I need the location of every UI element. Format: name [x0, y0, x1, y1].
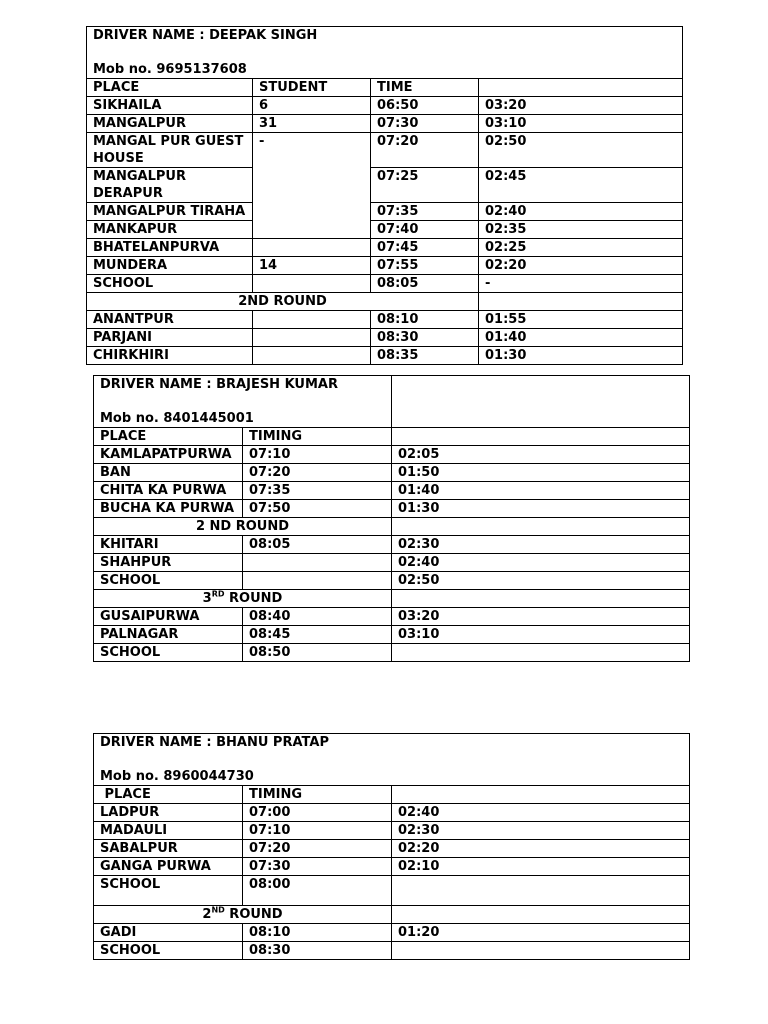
driver-header-row — [94, 734, 690, 786]
time: 07:10 — [243, 822, 392, 840]
place: BHATELANPURVA — [87, 239, 253, 257]
place: MADAULI — [94, 822, 243, 840]
place: LADPUR — [94, 804, 243, 822]
time: 08:40 — [243, 608, 392, 626]
column-header-row — [94, 786, 690, 804]
place: GADI — [94, 924, 243, 942]
place: ANANTPUR — [87, 311, 253, 329]
round-ordinal-suffix: RD — [211, 589, 225, 599]
empty-cell — [392, 518, 690, 536]
time2: 01:40 — [479, 329, 683, 347]
round-label: 2 ND ROUND — [94, 518, 392, 536]
time: 08:05 — [371, 275, 479, 293]
time2: 01:30 — [479, 347, 683, 365]
place: BUCHA KA PURWA — [94, 500, 243, 518]
empty-cell — [392, 590, 690, 608]
time: 07:00 — [243, 804, 392, 822]
table-row — [94, 804, 690, 822]
table-row — [87, 257, 683, 275]
time: 07:55 — [371, 257, 479, 275]
header-place: PLACE — [87, 79, 253, 97]
header-time2 — [479, 79, 683, 97]
student-count: 14 — [253, 257, 371, 275]
place: SCHOOL — [94, 942, 243, 960]
time2: 01:40 — [392, 482, 690, 500]
table-row — [87, 203, 683, 221]
table-row — [94, 626, 690, 644]
round-word: ROUND — [224, 591, 283, 606]
student-count: - — [253, 133, 371, 239]
time2: 02:05 — [392, 446, 690, 464]
time — [243, 554, 392, 572]
table-row — [94, 840, 690, 858]
driver-name: DRIVER NAME : BHANU PRATAP — [100, 735, 329, 750]
table-row — [94, 464, 690, 482]
place: MUNDERA — [87, 257, 253, 275]
table-row — [94, 858, 690, 876]
time2: - — [479, 275, 683, 293]
time2: 03:20 — [392, 608, 690, 626]
time: 08:10 — [243, 924, 392, 942]
place: SCHOOL — [94, 876, 243, 906]
column-header-row — [94, 428, 690, 446]
time2: 02:40 — [392, 804, 690, 822]
time2: 02:45 — [479, 168, 683, 203]
place: MANGALPUR — [87, 115, 253, 133]
time: 08:45 — [243, 626, 392, 644]
table-row — [87, 347, 683, 365]
table-row — [87, 311, 683, 329]
time2: 02:30 — [392, 536, 690, 554]
table-row — [94, 876, 690, 906]
place: MANGAL PUR GUEST HOUSE — [87, 133, 253, 168]
time: 08:50 — [243, 644, 392, 662]
driver-info-cell — [87, 27, 683, 79]
student-count — [253, 311, 371, 329]
place: SCHOOL — [94, 644, 243, 662]
time: 08:10 — [371, 311, 479, 329]
table-row — [94, 942, 690, 960]
table-row — [87, 239, 683, 257]
time: 08:35 — [371, 347, 479, 365]
table-row — [94, 924, 690, 942]
time2: 02:40 — [479, 203, 683, 221]
round-label-row — [94, 518, 690, 536]
time: 07:20 — [371, 133, 479, 168]
place: CHIRKHIRI — [87, 347, 253, 365]
header-timing: TIMING — [243, 428, 392, 446]
driver-info-cell — [94, 734, 690, 786]
time: 07:45 — [371, 239, 479, 257]
time: 07:30 — [243, 858, 392, 876]
time2 — [392, 644, 690, 662]
table-row — [94, 822, 690, 840]
time2: 02:20 — [392, 840, 690, 858]
place: KAMLAPATPURWA — [94, 446, 243, 464]
time2: 02:10 — [392, 858, 690, 876]
student-count — [253, 239, 371, 257]
student-count — [253, 347, 371, 365]
table-row — [87, 275, 683, 293]
time2: 02:35 — [479, 221, 683, 239]
time2: 01:20 — [392, 924, 690, 942]
table-row — [94, 572, 690, 590]
empty-cell — [392, 376, 690, 428]
student-count: 31 — [253, 115, 371, 133]
time2: 03:10 — [392, 626, 690, 644]
mobile-number: Mob no. 9695137608 — [93, 62, 247, 77]
time2: 02:20 — [479, 257, 683, 275]
place: GANGA PURWA — [94, 858, 243, 876]
header-student: STUDENT — [253, 79, 371, 97]
place: PARJANI — [87, 329, 253, 347]
time: 08:05 — [243, 536, 392, 554]
mobile-number: Mob no. 8401445001 — [100, 411, 254, 426]
driver-header-row — [94, 376, 690, 428]
table-row — [94, 446, 690, 464]
round-ordinal-suffix: ND — [211, 905, 225, 915]
round-number: 3 — [202, 591, 212, 606]
table-row — [87, 168, 683, 203]
header-time2 — [392, 428, 690, 446]
column-header-row — [87, 79, 683, 97]
table-row — [94, 500, 690, 518]
place: PALNAGAR — [94, 626, 243, 644]
student-count — [253, 275, 371, 293]
time: 07:35 — [371, 203, 479, 221]
driver-name: DRIVER NAME : DEEPAK SINGH — [93, 28, 318, 43]
table-row — [87, 97, 683, 115]
table-row — [94, 554, 690, 572]
driver-schedule-table-bhanu — [93, 733, 690, 960]
empty-cell — [479, 293, 683, 311]
round-label-row — [94, 906, 690, 924]
header-timing: TIMING — [243, 786, 392, 804]
place: SCHOOL — [87, 275, 253, 293]
round-number: 2 — [202, 907, 212, 922]
time2: 01:55 — [479, 311, 683, 329]
time: 07:35 — [243, 482, 392, 500]
table-row — [87, 115, 683, 133]
header-place: PLACE — [94, 786, 243, 804]
time2: 02:50 — [479, 133, 683, 168]
time: 06:50 — [371, 97, 479, 115]
driver-name: DRIVER NAME : BRAJESH KUMAR — [100, 377, 338, 392]
time: 07:20 — [243, 464, 392, 482]
student-count — [253, 329, 371, 347]
time: 08:30 — [243, 942, 392, 960]
round-label — [94, 906, 392, 924]
time2 — [392, 876, 690, 906]
empty-cell — [392, 906, 690, 924]
place: MANKAPUR — [87, 221, 253, 239]
driver-schedule-table-brajesh — [93, 375, 690, 662]
time2: 02:50 — [392, 572, 690, 590]
table-row — [94, 644, 690, 662]
time: 07:40 — [371, 221, 479, 239]
place: SHAHPUR — [94, 554, 243, 572]
driver-schedule-table-deepak — [86, 26, 683, 365]
time — [243, 572, 392, 590]
place: KHITARI — [94, 536, 243, 554]
round-label: 2ND ROUND — [87, 293, 479, 311]
time: 07:50 — [243, 500, 392, 518]
mobile-number: Mob no. 8960044730 — [100, 769, 254, 784]
place: SIKHAILA — [87, 97, 253, 115]
time2: 03:10 — [479, 115, 683, 133]
table-row — [87, 221, 683, 239]
time: 07:25 — [371, 168, 479, 203]
header-time2 — [392, 786, 690, 804]
place: CHITA KA PURWA — [94, 482, 243, 500]
time2: 01:50 — [392, 464, 690, 482]
student-count: 6 — [253, 97, 371, 115]
table-row — [94, 608, 690, 626]
table-row — [87, 133, 683, 168]
place: GUSAIPURWA — [94, 608, 243, 626]
driver-info-cell — [94, 376, 392, 428]
time: 07:20 — [243, 840, 392, 858]
place: SABALPUR — [94, 840, 243, 858]
place: MANGALPUR DERAPUR — [87, 168, 253, 203]
round-label-row — [94, 590, 690, 608]
round-label — [94, 590, 392, 608]
header-place: PLACE — [94, 428, 243, 446]
round-word: ROUND — [224, 907, 283, 922]
time2: 03:20 — [479, 97, 683, 115]
time: 08:30 — [371, 329, 479, 347]
place: SCHOOL — [94, 572, 243, 590]
table-row — [94, 482, 690, 500]
time2: 02:40 — [392, 554, 690, 572]
time: 08:00 — [243, 876, 392, 906]
header-time: TIME — [371, 79, 479, 97]
time2: 02:30 — [392, 822, 690, 840]
table-row — [87, 329, 683, 347]
time: 07:30 — [371, 115, 479, 133]
time2: 01:30 — [392, 500, 690, 518]
table-row — [94, 536, 690, 554]
time: 07:10 — [243, 446, 392, 464]
time2 — [392, 942, 690, 960]
round-label-row — [87, 293, 683, 311]
driver-header-row — [87, 27, 683, 79]
place: BAN — [94, 464, 243, 482]
place: MANGALPUR TIRAHA — [87, 203, 253, 221]
time2: 02:25 — [479, 239, 683, 257]
